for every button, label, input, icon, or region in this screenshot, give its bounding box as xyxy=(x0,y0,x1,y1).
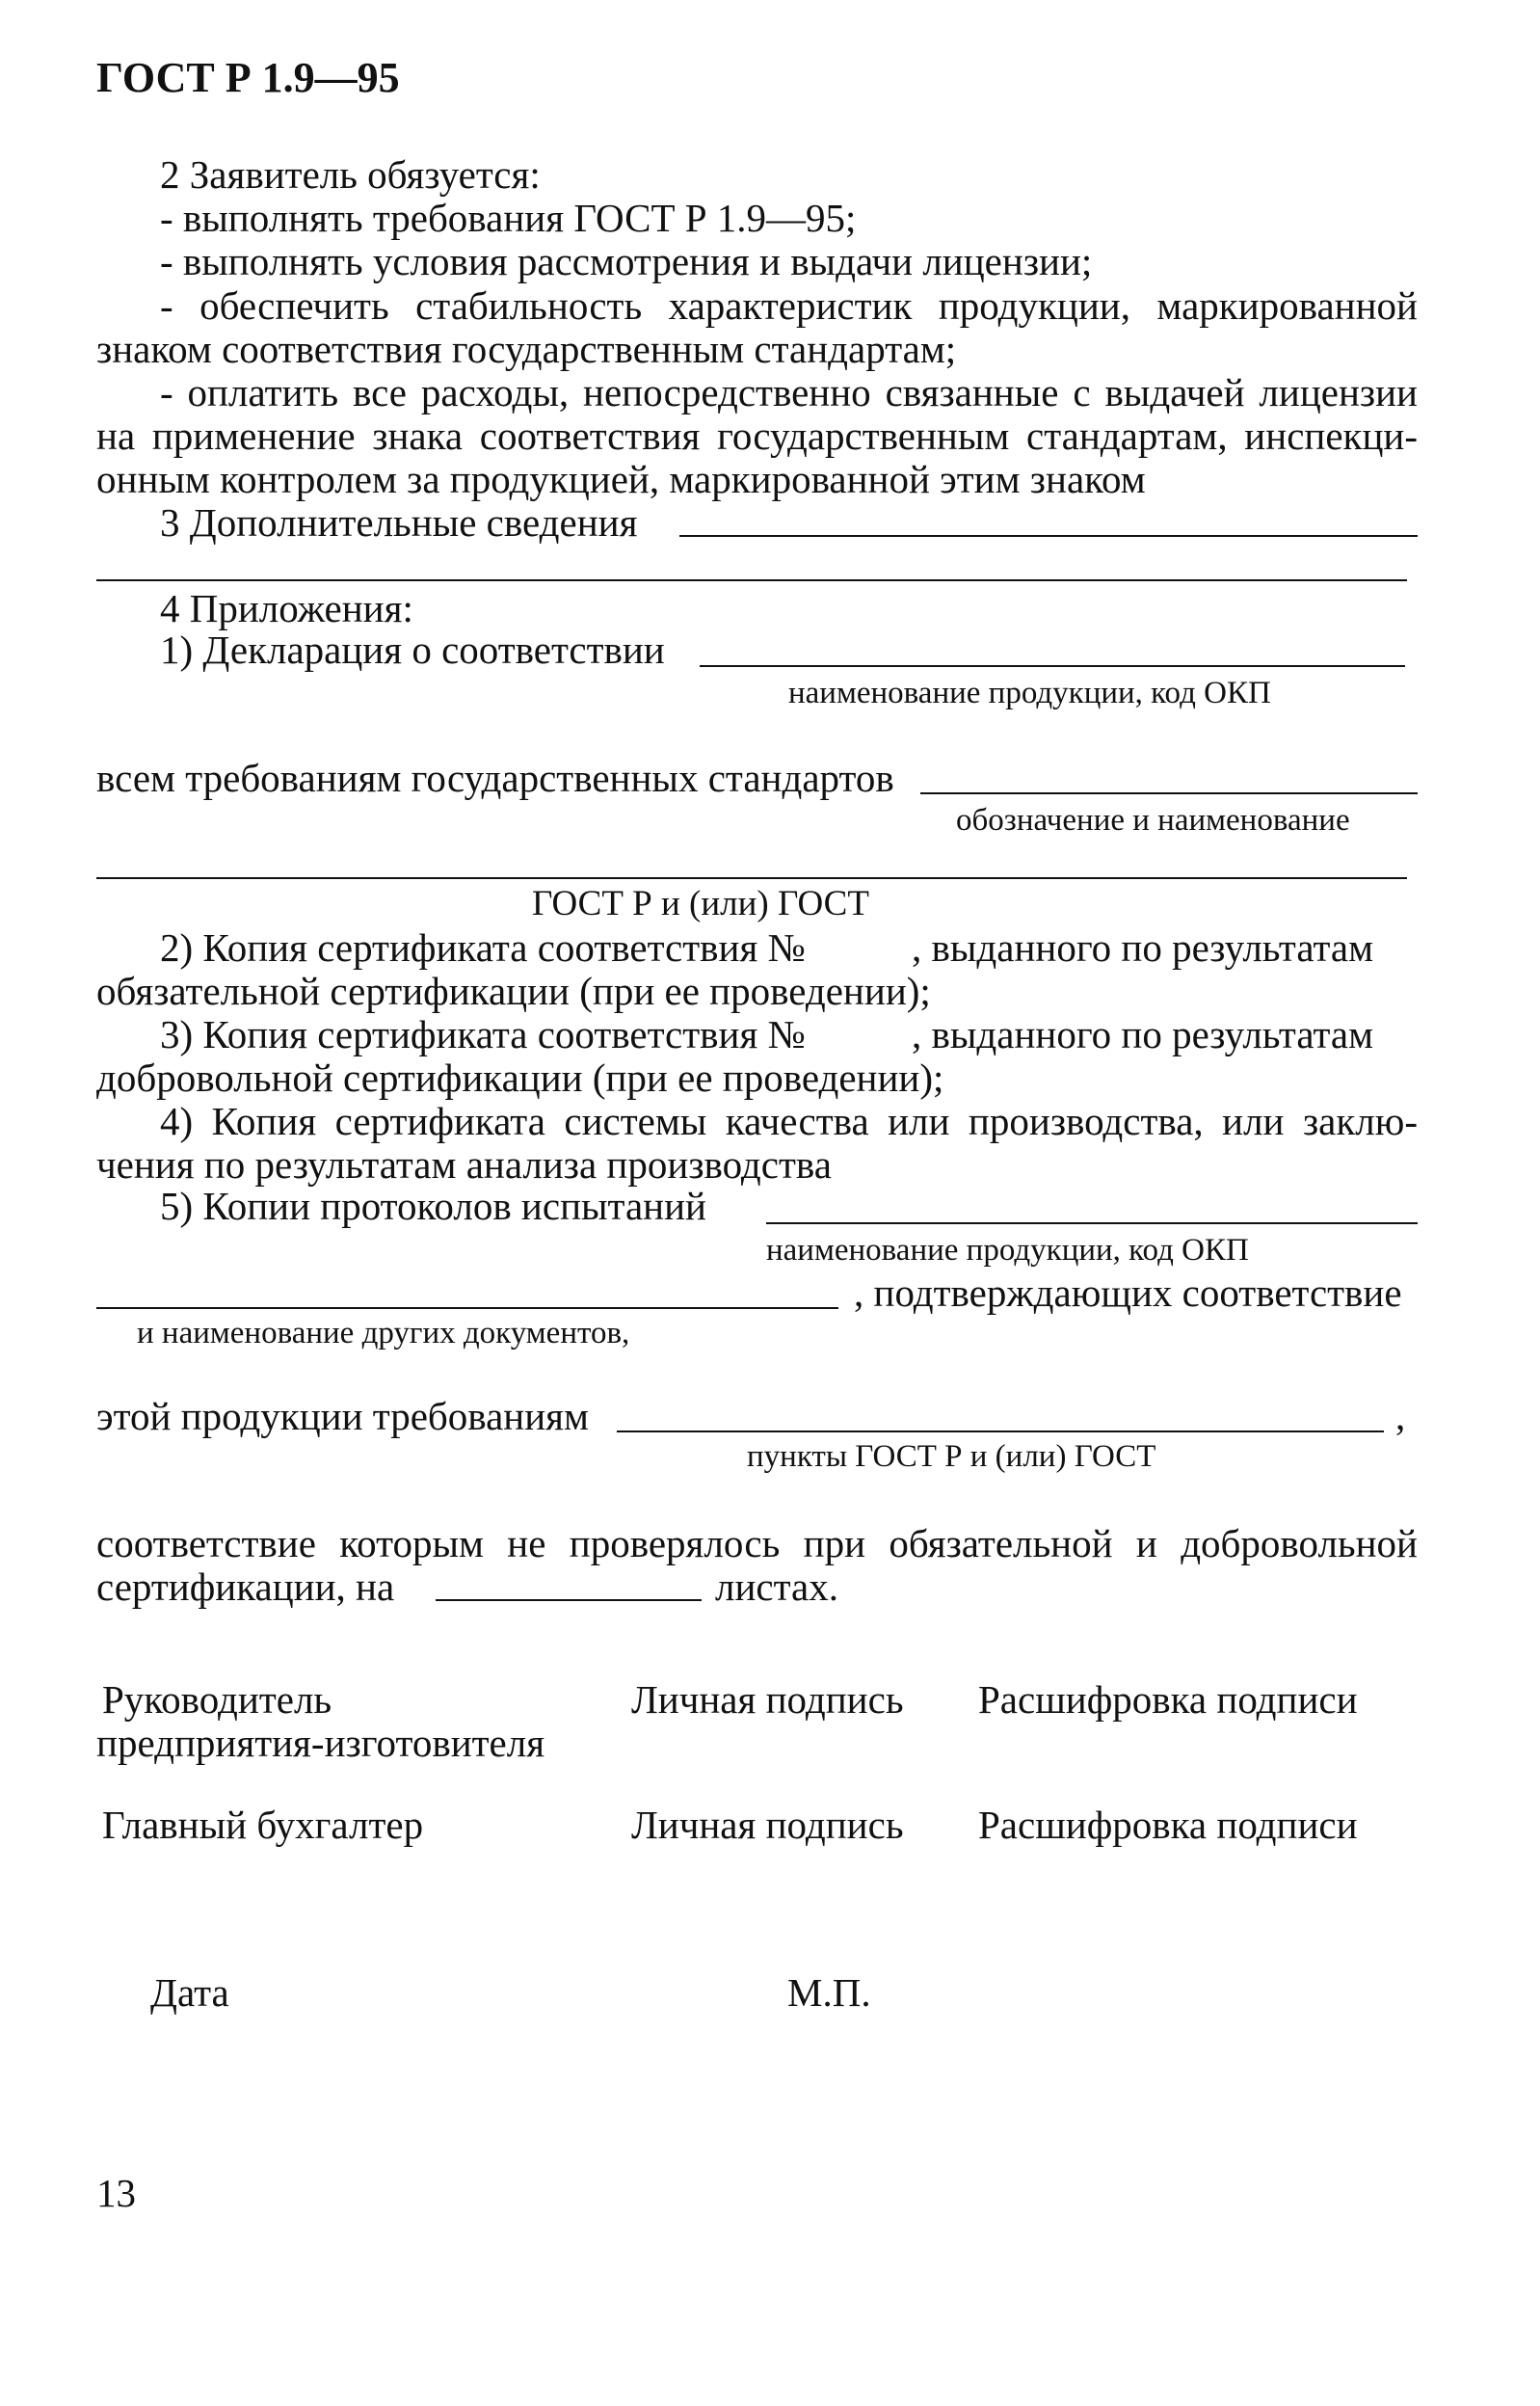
certificate-copy-voluntary-cont: добровольной сертификации (при ее проведении); xyxy=(96,1056,944,1100)
manager-signature: Личная подпись xyxy=(631,1677,904,1722)
standards-field-hint: обозначение и наименование xyxy=(956,803,1350,838)
appendices-heading: 4 Приложения: xyxy=(160,586,413,630)
gost-field-hint: ГОСТ Р и (или) ГОСТ xyxy=(532,884,869,923)
certificate-copy-voluntary-tail: , выданного по результатам xyxy=(912,1012,1374,1056)
quality-certificate-copy: 4) Копия сертификата системы качества или производства, или заклю- xyxy=(160,1099,1418,1143)
certificate-copy-mandatory-cont: обязательной сертификации (при ее проведении); xyxy=(96,969,931,1013)
confirming-text: , подтверждающих соответствие xyxy=(854,1270,1402,1315)
not-checked-text: соответствие которым не проверялось при обязательной и добровольной xyxy=(96,1521,1418,1565)
document-code: ГОСТ Р 1.9—95 xyxy=(96,54,400,101)
test-protocols-field-hint: наименование продукции, код ОКП xyxy=(766,1233,1249,1268)
date-label: Дата xyxy=(150,1970,229,2015)
additional-info-field[interactable] xyxy=(679,535,1418,537)
quality-certificate-copy-cont: чения по результатам анализа производства xyxy=(96,1142,832,1187)
requirements-label: этой продукции требованиям xyxy=(96,1394,589,1438)
certificate-copy-mandatory-tail: , выданного по результатам xyxy=(912,925,1374,970)
accountant-signature: Личная подпись xyxy=(631,1803,904,1847)
declaration-product-field[interactable] xyxy=(700,665,1405,667)
declaration-field-hint: наименование продукции, код ОКП xyxy=(788,676,1271,710)
test-protocols-label: 5) Копии протоколов испытаний xyxy=(160,1184,706,1228)
obligation-item: - выполнять требования ГОСТ Р 1.9—95; xyxy=(160,196,857,240)
manager-title-cont: предприятия-изготовителя xyxy=(96,1721,545,1765)
manager-signature-decode: Расшифровка подписи xyxy=(978,1677,1358,1722)
obligation-item: - выполнять условия рассмотрения и выдачи лицензии; xyxy=(160,239,1093,283)
not-checked-text-cont: сертификации, на xyxy=(96,1564,395,1609)
stamp-place: М.П. xyxy=(787,1970,871,2015)
sheets-count-field[interactable] xyxy=(436,1599,702,1601)
sheets-label: листах. xyxy=(715,1564,838,1609)
obligation-item: - оплатить все расходы, непосредственно связанные с выдачей лицензии xyxy=(160,370,1418,414)
requirements-field-hint: пункты ГОСТ Р и (или) ГОСТ xyxy=(747,1439,1156,1474)
other-documents-field[interactable] xyxy=(96,1307,838,1309)
test-protocols-field[interactable] xyxy=(766,1222,1418,1224)
standards-field[interactable] xyxy=(920,792,1418,794)
certificate-copy-voluntary: 3) Копия сертификата соответствия № xyxy=(160,1012,806,1056)
accountant-signature-decode: Расшифровка подписи xyxy=(978,1803,1358,1847)
requirements-field[interactable] xyxy=(617,1430,1384,1432)
obligation-item-continued: на применение знака соответствия государственным стандартам, инспекци- xyxy=(96,414,1418,458)
additional-info-field-line2[interactable] xyxy=(96,579,1407,581)
certificate-copy-mandatory: 2) Копия сертификата соответствия № xyxy=(160,925,806,970)
gost-field[interactable] xyxy=(96,877,1407,879)
other-documents-hint: и наименование других документов, xyxy=(137,1316,630,1350)
requirements-comma: , xyxy=(1395,1394,1406,1438)
additional-info-label: 3 Дополнительные сведения xyxy=(160,500,638,545)
obligations-heading: 2 Заявитель обязуется: xyxy=(160,152,541,197)
standards-label: всем требованиям государственных стандартов xyxy=(96,756,894,800)
declaration-label: 1) Декларация о соответствии xyxy=(160,628,665,672)
page-number: 13 xyxy=(96,2171,136,2215)
obligation-item-continued: знаком соответствия государственным стандартам; xyxy=(96,327,957,371)
obligation-item: - обеспечить стабильность характеристик продукции, маркированной xyxy=(160,283,1418,328)
chief-accountant-title: Главный бухгалтер xyxy=(102,1803,424,1847)
obligation-item-continued: онным контролем за продукцией, маркированной этим знаком xyxy=(96,457,1146,501)
manager-title: Руководитель xyxy=(102,1677,332,1722)
